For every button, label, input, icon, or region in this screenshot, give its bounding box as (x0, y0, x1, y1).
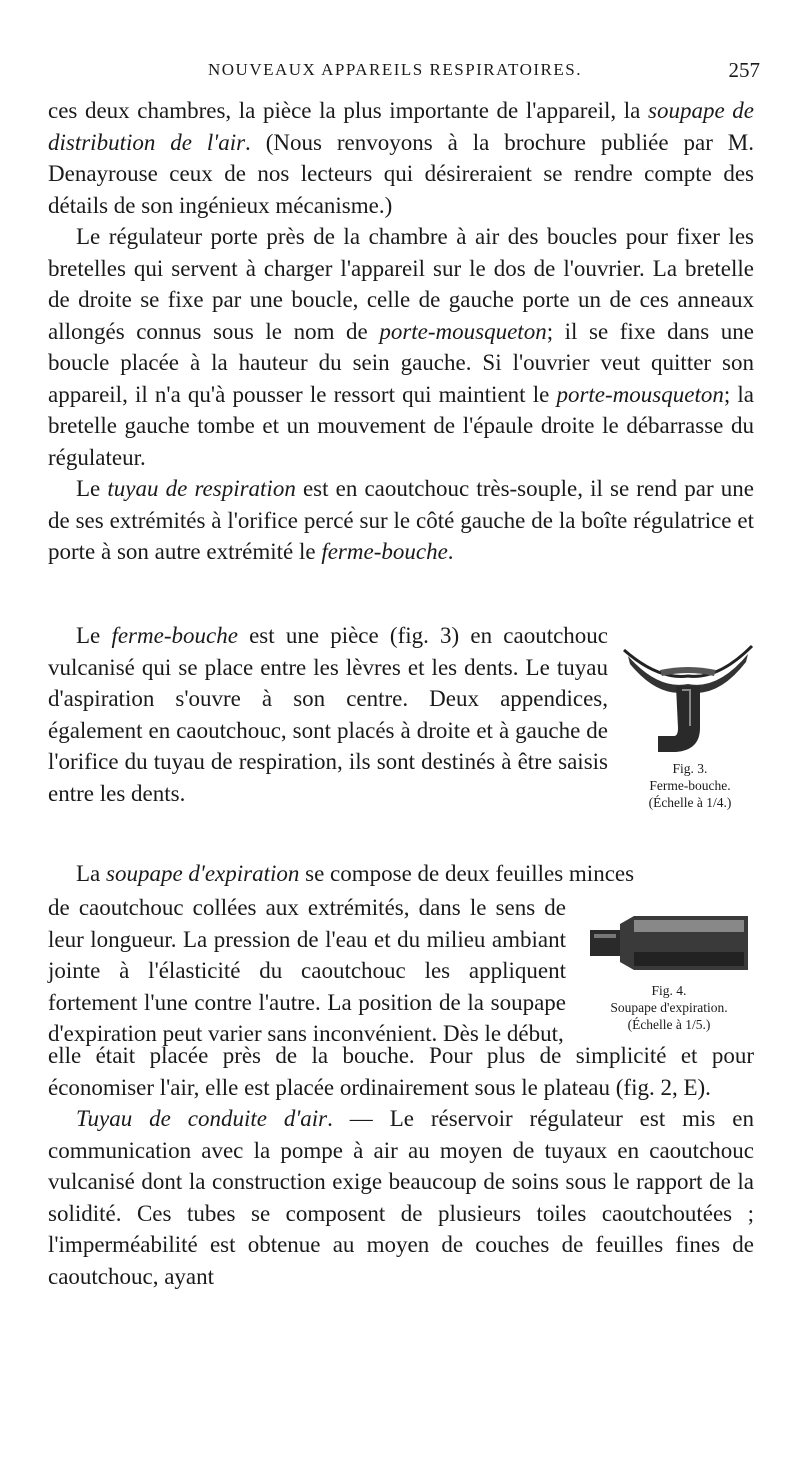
paragraph-3-italic-a: tuyau de respiration (107, 476, 296, 501)
fig3-title: Ferme-bouche. (649, 778, 731, 793)
page-header (48, 58, 760, 88)
paragraph-2-text-a: Le régulateur porte près de la chambre à air des boucles pour fixer les bretelles qui servent à charger l'appareil sur le dos de l'ouvrier. La bretelle de droite se fixe par une boucle, celle de gauche porte un de ces anneaux allongés connus sous le nom de (48, 224, 754, 344)
paragraph-1-text-b: . (Nous renvoyons à la brochure publiée par M. Denayrouse ceux de nos lecteurs qui désireraient se rendre compte des détails de son ingénieux mécanisme.) (48, 129, 754, 218)
paragraph-4-text-a: Le (76, 623, 112, 648)
paragraph-5-end (48, 1040, 754, 1103)
paragraph-2-italic-a: porte-mousqueton (379, 318, 547, 344)
text-block-fig3 (48, 620, 608, 809)
paragraph-5-text-b: se compose de deux feuilles minces (299, 861, 635, 886)
paragraph-6-italic: Tuyau de conduite d'air (76, 1106, 328, 1131)
fig3-caption (616, 760, 764, 811)
paragraph-5-text-c: de caoutchouc collées aux extrémités, dans le sens de leur longueur. La pression de l'eau et du milieu ambiant jointe à l'élasticité du caoutchouc les appliquent fortement l'une contre l'autre. La position de la soupape d'expiration peut varier sans inconvénient. Dès le début, (48, 895, 566, 1046)
fig3-number: Fig. 3. (672, 761, 708, 776)
paragraph-3 (48, 473, 754, 568)
paragraph-4-text-b: est une pièce (fig. 3) en caoutchouc vulcanisé qui se place entre les lèvres et les dents. Le tuyau d'aspiration s'ouvre à son centre. Deux appendices, également en caoutchouc, sont placés à droite et à gauche de l'orifice du tuyau de respiration, ils sont destinés à être saisis entre les dents. (48, 623, 609, 806)
soupape-expiration-illustration (588, 912, 750, 974)
page-number: 257 (728, 58, 760, 82)
text-block-top (48, 95, 754, 568)
paragraph-3-text-c: . (447, 539, 454, 564)
paragraph-4-italic: ferme-bouche (111, 623, 238, 648)
paragraph-2-italic-b: porte-mousqueton (556, 381, 724, 407)
paragraph-5-text-a: La (76, 861, 107, 886)
fig4-title: Soupape d'expiration. (610, 1000, 728, 1015)
paragraph-1 (48, 95, 754, 221)
paragraph-6-text: . — Le réservoir régulateur est mis en communication avec la pompe à air au moyen de tuyaux en caoutchouc vulcanisé dont la construction exige beaucoup de soins sous le rapport de la solidité. Ces tubes se composent de plusieurs toiles caoutchoutées ; l'imperméabilité est obtenue au moyen de couches de feuilles fines de caoutchouc, ayant (48, 1106, 754, 1289)
paragraph-2-text-b: ; il se fixe dans une boucle placée à la hauteur du sein gauche. Si l'ouvrier veut quitter son appareil, il n'a qu'à pousser le ressort qui maintient le (48, 318, 754, 407)
paragraph-5-body (48, 892, 566, 1050)
paragraph-2-text-c: ; la bretelle gauche tombe et un mouvement de l'épaule droite le débarrasse du régulateur. (48, 381, 754, 470)
fig4-number: Fig. 4. (651, 983, 687, 998)
paragraph-2 (48, 221, 754, 473)
paragraph-3-italic-b: ferme-bouche (321, 539, 448, 564)
paragraph-5-italic: soupape d'expiration (106, 861, 300, 886)
paragraph-5-first-line (48, 858, 754, 890)
paragraph-4 (48, 620, 608, 809)
paragraph-5-text-d: elle était placée près de la bouche. Pour plus de simplicité et pour économiser l'air, elle est placée ordinairement sous le plateau (fig. 2, E). (48, 1043, 754, 1100)
text-block-fig4 (48, 892, 566, 1050)
fig3-scale: (Échelle à 1/4.) (648, 795, 732, 810)
fig4-scale: (Échelle à 1/5.) (627, 1017, 711, 1032)
paragraph-3-text-a: Le (76, 476, 108, 501)
text-block-bottom (48, 1040, 754, 1292)
paragraph-1-italic: soupape de distribution de l'air (48, 98, 754, 155)
paragraph-6 (48, 1103, 754, 1292)
paragraph-1-text-a: ces deux chambres, la pièce la plus importante de l'appareil, la (48, 98, 649, 123)
fig4-caption (576, 982, 762, 1033)
running-head: NOUVEAUX APPAREILS RESPIRATOIRES. (208, 60, 582, 79)
ferme-bouche-illustration (618, 640, 758, 760)
text-block-fig4-firstline (48, 858, 754, 890)
paragraph-3-text-b: est en caoutchouc très-souple, il se rend par une de ses extrémités à l'orifice percé sur le côté gauche de la boîte régulatrice et porte à son autre extrémité le (48, 476, 754, 564)
